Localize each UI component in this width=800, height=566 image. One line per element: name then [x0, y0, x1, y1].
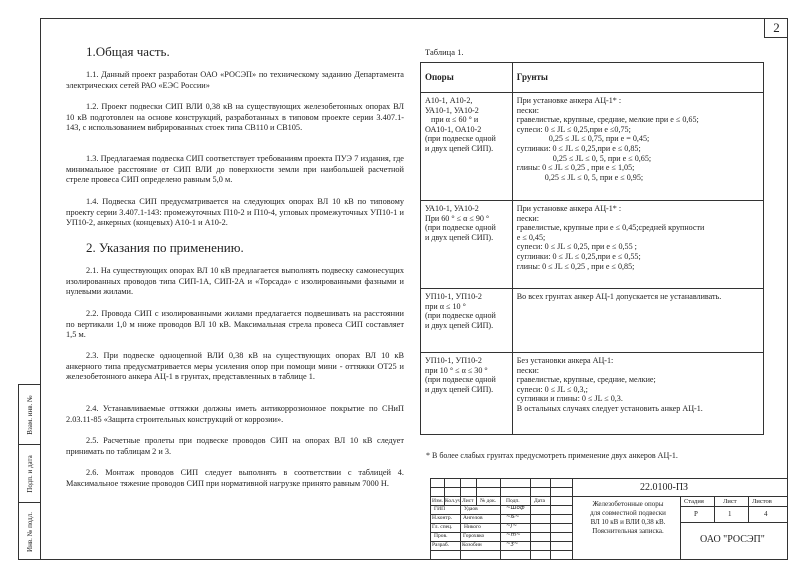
- soils-cell: При установке анкера АЦ-1* : пески: гравелистые, крупные при е ≤ 0,45;средней крупности е ≤ 0,45; супеси: 0 ≤ JL ≤ 0,25, при е ≤ 0,55 ; суглинки: 0 ≤ JL ≤ 0,25,при е ≤ 0,55; глины: 0 ≤ JL ≤ 0,25 , при е ≤ 0,85;: [512, 201, 763, 289]
- col-head-date: Дата: [534, 498, 545, 504]
- table-row: [421, 353, 764, 435]
- soils-cell: При установке анкера АЦ-1* : пески: гравелистые, крупные, средние, мелкие при е ≤ 0,65; супеси: 0 ≤ JL ≤ 0,25,при е ≤0,75; 0,25 ≤ JL ≤ 0,75, при е = 0,45; суглинки: 0 ≤ JL ≤ 0,25,при е ≤ 0,85; 0,25 ≤ JL ≤ 0, 5, при е ≤ 0,65; глины: 0 ≤ JL ≤ 0,25 , при е ≤ 1,05; 0,25 ≤ JL ≤ 0, 5, при е ≤ 0,95;: [512, 93, 763, 201]
- table-footnote: * В более слабых грунтах предусмотреть применение двух анкеров АЦ-1.: [426, 451, 678, 460]
- signature: ~ʃ~: [506, 523, 518, 529]
- role-nkontr: Н.контр.: [432, 515, 453, 521]
- table-caption: Таблица 1.: [425, 47, 464, 57]
- signature: ~ʒ~: [506, 541, 519, 547]
- strip-replace-inv: Взам. инв. №: [19, 385, 40, 445]
- para-2-2: 2.2. Провода СИП с изолированными жилами предлагается подвешивать на расстоянии по вертикали 1,0 м ниже проводов ВЛ 10 кВ. Максимальная стрела провеса СИП составляет 1,5 м.: [66, 309, 404, 340]
- signature: ~m~: [506, 532, 521, 538]
- para-2-5: 2.5. Расчетные пролеты при подвеске проводов СИП на опорах ВЛ 10 кВ следует принимать по таблицам 2 и 3.: [66, 436, 404, 456]
- supports-cell: УП10-1, УП10-2 при α ≤ 10 ° (при подвеске одной и двух цепей СИП).: [421, 289, 513, 353]
- header-soils: Грунты: [512, 63, 763, 93]
- strip-inv-number: Инв. № подл.: [25, 511, 34, 552]
- para-1-4: 1.4. Подвеска СИП предусматривается на следующих опорах ВЛ 10 кВ по типовому проекту серии 3.407.1-143: промежуточных П10-2 и П10-4, угловых промежуточных УП10-1 и УП10-2, анкерных (концевых) А10-1 и А10-2.: [66, 197, 404, 228]
- signature: ~ẞ~: [506, 514, 520, 520]
- name-prov: Горохвко: [463, 533, 485, 539]
- role-gip: ГИП: [434, 506, 446, 512]
- col-head-sign: Подп.: [506, 498, 520, 504]
- sheets-header: Листов: [752, 498, 772, 505]
- soils-cell: Во всех грунтах анкер АЦ-1 допускается не устанавливать.: [512, 289, 763, 353]
- soil-table: [420, 62, 764, 435]
- supports-cell: УА10-1, УА10-2 При 60 ° ≤ α ≤ 90 ° (при подвеске одной и двух цепей СИП).: [421, 201, 513, 289]
- col-head-count: Кол.уч: [445, 498, 461, 504]
- table-row: [421, 289, 764, 353]
- col-head-sheet: Лист: [462, 498, 474, 504]
- table-row: [421, 93, 764, 201]
- sheet-value: 1: [728, 510, 732, 518]
- col-head-change: Изм.: [432, 498, 443, 504]
- role-razrab: Разраб.: [432, 542, 450, 548]
- name-nkontr: Ангелов: [463, 515, 483, 521]
- col-head-docno: № док.: [480, 498, 497, 504]
- signature: ~Шоф: [506, 505, 525, 511]
- name-razrab: Козобин: [462, 542, 482, 548]
- organization: ОАО "РОСЭП": [700, 534, 765, 545]
- section2-title: 2. Указания по применению.: [86, 240, 244, 255]
- doc-code: 22.0100-ПЗ: [640, 482, 689, 493]
- table-row: [421, 201, 764, 289]
- para-1-2: 1.2. Проект подвески СИП ВЛИ 0,38 кВ на существующих железобетонных опорах ВЛ 10 кВ подготовлен на основе конструкций, разработанных в типовом проекте серии 3.407.1-143, с использованием вибрированных стоек типа СВ110 и СВ105.: [66, 102, 404, 133]
- sheets-value: 4: [764, 510, 768, 518]
- para-1-1: 1.1. Данный проект разработан ОАО «РОСЭП» по техническому заданию Департамента электрических сетей РАО «ЕЭС России»: [66, 70, 404, 90]
- sheet-header: Лист: [723, 498, 737, 505]
- section1-title: 1.Общая часть.: [86, 44, 170, 59]
- role-prov: Пров.: [434, 533, 448, 539]
- para-1-3: 1.3. Предлагаемая подвеска СИП соответствует требованиям проекта ПУЭ 7 издания, где минимальное расстояние от СИП ВЛИ до поверхности земли при наибольшей расчетной стреле провеса СИП определено равным 5,0 м.: [66, 154, 404, 185]
- name-glspec: Никого: [464, 524, 481, 530]
- stage-value: Р: [694, 510, 698, 518]
- role-glspec: Гл. спец.: [432, 524, 453, 530]
- binding-strip: [18, 384, 40, 560]
- page-number: 2: [764, 18, 788, 38]
- supports-cell: УП10-1, УП10-2 при 10 ° ≤ α ≤ 30 ° (при подвеске одной и двух цепей СИП).: [421, 353, 513, 435]
- title-block: [430, 478, 788, 560]
- name-gip: Удаов: [464, 506, 478, 512]
- para-2-1: 2.1. На существующих опорах ВЛ 10 кВ предлагается выполнять подвеску самонесущих изолированных проводов типа СИП-1А, СИП-2А и «Торсада» с изолированными фазными и нулевыми жилами.: [66, 266, 404, 297]
- para-2-6: 2.6. Монтаж проводов СИП следует выполнять в соответствии с таблицей 4. Максимальное тяжение проводов СИП при нормативной нагрузке принято равным 7000 Н.: [66, 468, 404, 488]
- para-2-4: 2.4. Устанавливаемые оттяжки должны иметь антикоррозионное покрытие по СНиП 2.03.11-85 «Защита строительных конструкций от коррозии».: [66, 404, 404, 424]
- stage-header: Стадия: [684, 498, 704, 505]
- strip-sign-date: Подп. и дата: [19, 445, 40, 503]
- header-supports: Опоры: [421, 63, 513, 93]
- soils-cell: Без установки анкера АЦ-1: пески: гравелистые, крупные, средние, мелкие; супеси: 0 ≤ JL ≤ 0,3,; суглинки и глины: 0 ≤ JL ≤ 0,3. В остальных случаях следует установить анкер АЦ-1.: [512, 353, 763, 435]
- supports-cell: А10-1, А10-2, УА10-1, УА10-2 при α ≤ 60 ° и ОА10-1, ОА10-2 (при подвеске одной и двух цепей СИП).: [421, 93, 513, 201]
- doc-description: Железобетонные опоры для совместной подвески ВЛ 10 кВ и ВЛИ 0,38 кВ. Пояснительная записка.: [590, 500, 666, 535]
- para-2-3: 2.3. При подвеске одноцепной ВЛИ 0,38 кВ на существующих опорах ВЛ 10 кВ анкерного типа предусматривается меры усиления опор при помощи мини - оттяжки ОТ25 и железобетонного анкера АЦ-1 в грунтах, представленных в таблице 1.: [66, 351, 404, 382]
- table-header-row: [421, 63, 764, 93]
